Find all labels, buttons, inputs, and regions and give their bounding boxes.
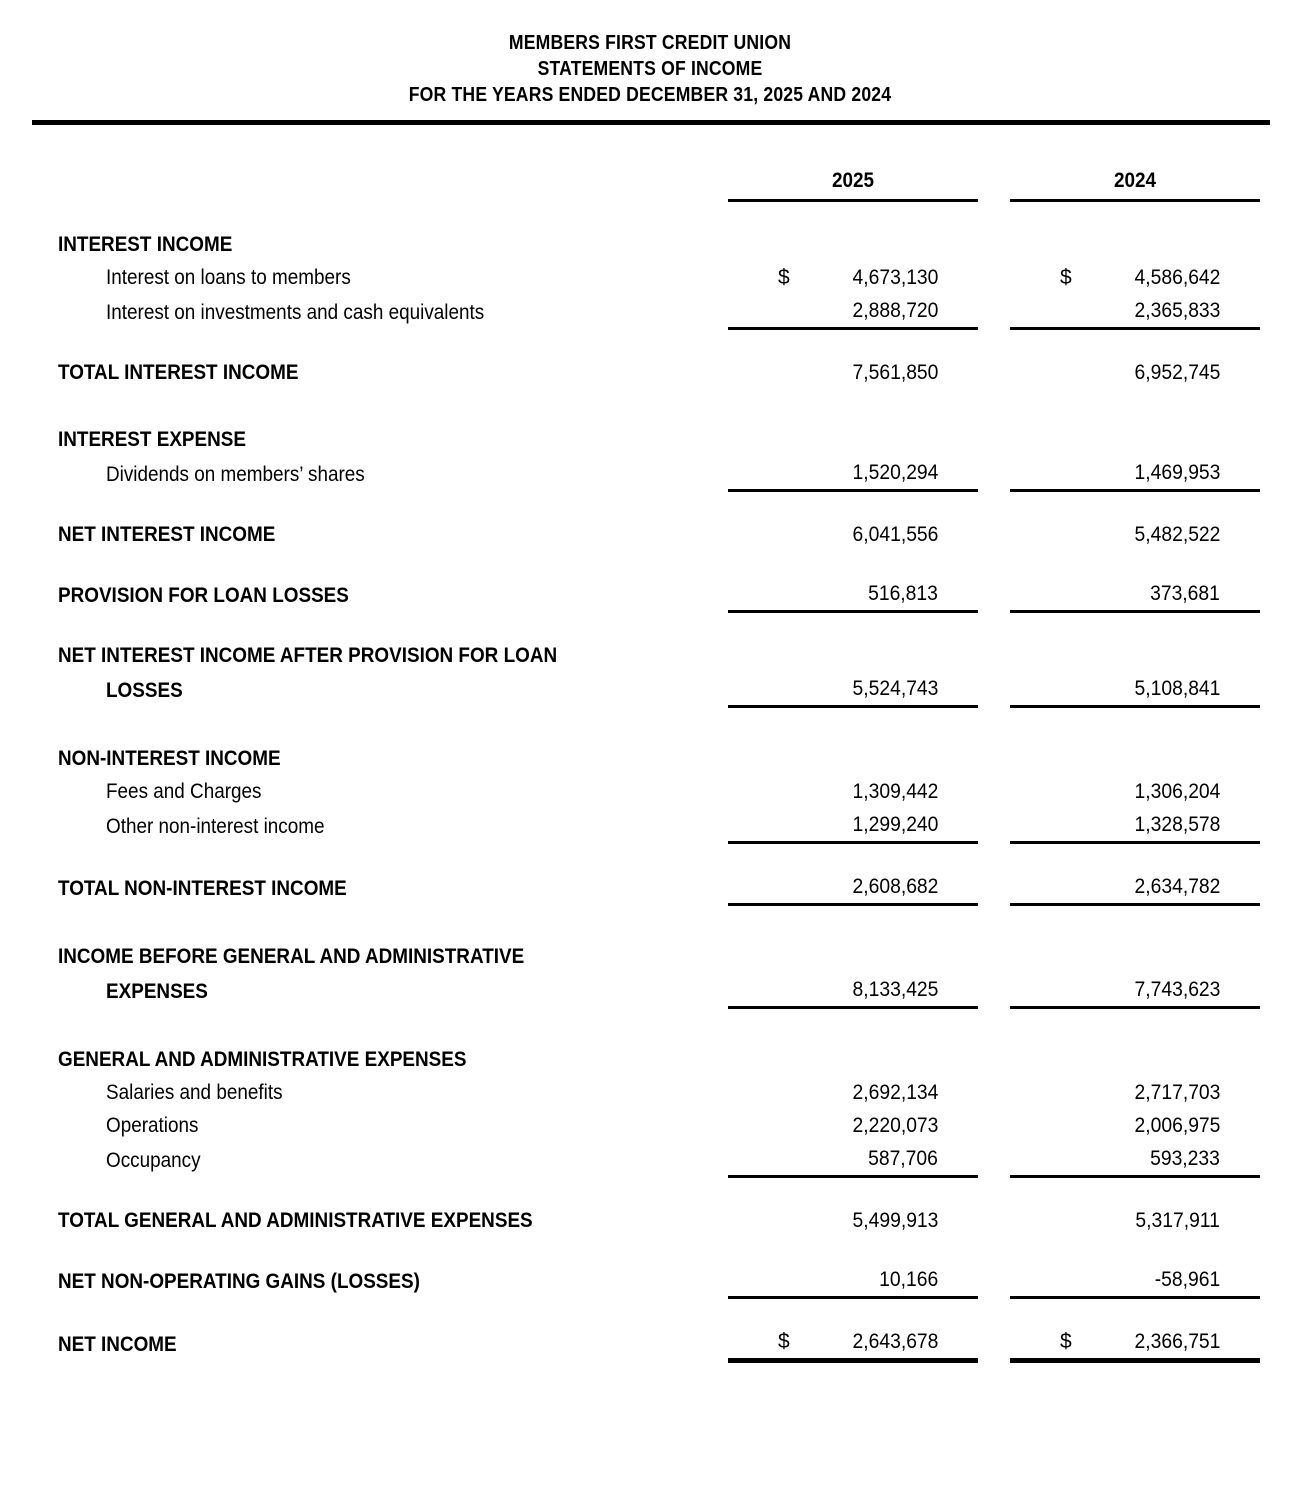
row-net-non-operating [0, 1263, 1300, 1298]
value-salaries-2024: 2,717,703 [1134, 1081, 1220, 1104]
row-occupancy [0, 1142, 1300, 1177]
label-ga-expenses: GENERAL AND ADMINISTRATIVE EXPENSES [58, 1048, 467, 1071]
header-divider [32, 120, 1270, 125]
row-interest-expense-header [0, 423, 1300, 456]
row-total-non-interest-income [0, 870, 1300, 905]
label-net-interest-income: NET INTEREST INCOME [58, 523, 276, 546]
currency-symbol: $ [1060, 1330, 1072, 1353]
statement-title: STATEMENTS OF INCOME [537, 58, 763, 80]
label-other-non-interest-income: Other non-interest income [106, 814, 325, 838]
row-dividends-on-shares [0, 456, 1300, 491]
organization-name: MEMBERS FIRST CREDIT UNION [508, 32, 792, 54]
column-header-2025: 2025 [741, 161, 966, 201]
row-ga-expenses-header [0, 1043, 1300, 1076]
value-net-income-2025: 2,643,678 [852, 1330, 938, 1353]
row-salaries-and-benefits [0, 1076, 1300, 1109]
value-net-interest-after-provision-2024: 5,108,841 [1134, 677, 1220, 700]
row-net-income [0, 1325, 1300, 1361]
value-operations-2024: 2,006,975 [1134, 1114, 1220, 1137]
value-occupancy-2024: 593,233 [1150, 1147, 1220, 1170]
value-interest-on-loans-2025: 4,673,130 [852, 266, 938, 289]
row-income-before-ga-line2 [0, 973, 1300, 1008]
label-income-before-ga-line2: EXPENSES [106, 979, 208, 1003]
label-salaries-and-benefits: Salaries and benefits [106, 1081, 283, 1104]
label-interest-income: INTEREST INCOME [58, 233, 233, 256]
row-total-ga-expenses [0, 1204, 1300, 1237]
value-net-interest-income-2025: 6,041,556 [852, 523, 938, 546]
statement-period: FOR THE YEARS ENDED DECEMBER 31, 2025 AND 2024 [408, 84, 892, 106]
value-total-ga-expenses-2024: 5,317,911 [1135, 1209, 1220, 1232]
value-interest-on-loans-2024: 4,586,642 [1134, 266, 1220, 289]
row-interest-on-investments [0, 294, 1300, 329]
label-net-non-operating: NET NON-OPERATING GAINS (LOSSES) [58, 1269, 420, 1293]
value-net-interest-after-provision-2025: 5,524,743 [852, 677, 938, 700]
value-total-ga-expenses-2025: 5,499,913 [852, 1209, 938, 1232]
row-operations [0, 1109, 1300, 1142]
row-net-interest-income [0, 518, 1300, 551]
column-header-row [0, 161, 1300, 201]
value-dividends-2024: 1,469,953 [1134, 461, 1220, 484]
value-net-interest-income-2024: 5,482,522 [1134, 523, 1220, 546]
label-occupancy: Occupancy [106, 1148, 201, 1172]
value-occupancy-2025: 587,706 [868, 1147, 938, 1170]
value-income-before-ga-2024: 7,743,623 [1134, 978, 1220, 1001]
value-interest-on-investments-2025: 2,888,720 [852, 299, 938, 322]
currency-symbol: $ [778, 1330, 790, 1353]
label-provision-for-loan-losses: PROVISION FOR LOAN LOSSES [58, 583, 349, 607]
label-interest-on-investments: Interest on investments and cash equivalents [106, 300, 485, 324]
value-fees-and-charges-2024: 1,306,204 [1134, 780, 1220, 803]
row-interest-income-header [0, 228, 1300, 261]
label-total-non-interest-income: TOTAL NON-INTEREST INCOME [58, 876, 347, 900]
label-dividends-on-shares: Dividends on members’ shares [106, 462, 365, 486]
value-provision-2024: 373,681 [1150, 582, 1220, 605]
row-provision-for-loan-losses [0, 577, 1300, 612]
label-interest-on-loans: Interest on loans to members [106, 266, 351, 289]
currency-symbol: $ [778, 266, 790, 289]
row-other-non-interest-income [0, 808, 1300, 843]
label-total-interest-income: TOTAL INTEREST INCOME [58, 361, 299, 384]
value-total-interest-income-2025: 7,561,850 [852, 361, 938, 384]
column-header-2024: 2024 [1023, 161, 1248, 201]
row-net-interest-after-provision-line1 [0, 639, 1300, 672]
value-income-before-ga-2025: 8,133,425 [852, 978, 938, 1001]
value-operations-2025: 2,220,073 [852, 1114, 938, 1137]
value-dividends-2025: 1,520,294 [852, 461, 938, 484]
label-net-interest-after-provision-line2: LOSSES [106, 678, 183, 702]
label-total-ga-expenses: TOTAL GENERAL AND ADMINISTRATIVE EXPENSES [58, 1209, 533, 1232]
value-total-non-interest-income-2024: 2,634,782 [1134, 875, 1220, 898]
row-income-before-ga-line1 [0, 940, 1300, 973]
value-net-income-2024: 2,366,751 [1134, 1330, 1220, 1353]
income-statement-table [0, 161, 1300, 1363]
value-other-non-interest-income-2025: 1,299,240 [852, 813, 938, 836]
value-provision-2025: 516,813 [868, 582, 938, 605]
row-fees-and-charges [0, 775, 1300, 808]
row-interest-on-loans [0, 261, 1300, 294]
label-fees-and-charges: Fees and Charges [106, 780, 262, 803]
value-total-interest-income-2024: 6,952,745 [1134, 361, 1220, 384]
value-fees-and-charges-2025: 1,309,442 [852, 780, 938, 803]
row-net-interest-after-provision-line2 [0, 672, 1300, 707]
currency-symbol: $ [1060, 266, 1072, 289]
label-interest-expense: INTEREST EXPENSE [58, 428, 247, 451]
value-net-non-operating-2025: 10,166 [878, 1268, 938, 1291]
value-net-non-operating-2024: -58,961 [1154, 1268, 1220, 1291]
label-net-income: NET INCOME [58, 1332, 177, 1356]
label-operations: Operations [106, 1114, 199, 1137]
label-income-before-ga-line1: INCOME BEFORE GENERAL AND ADMINISTRATIVE [58, 945, 525, 968]
label-net-interest-after-provision-line1: NET INTEREST INCOME AFTER PROVISION FOR LOAN [58, 644, 558, 667]
value-interest-on-investments-2024: 2,365,833 [1134, 299, 1220, 322]
value-salaries-2025: 2,692,134 [852, 1081, 938, 1104]
row-non-interest-income-header [0, 742, 1300, 775]
document-header [0, 0, 1300, 108]
row-total-interest-income [0, 356, 1300, 389]
label-non-interest-income: NON-INTEREST INCOME [58, 747, 281, 770]
value-total-non-interest-income-2025: 2,608,682 [852, 875, 938, 898]
value-other-non-interest-income-2024: 1,328,578 [1134, 813, 1220, 836]
